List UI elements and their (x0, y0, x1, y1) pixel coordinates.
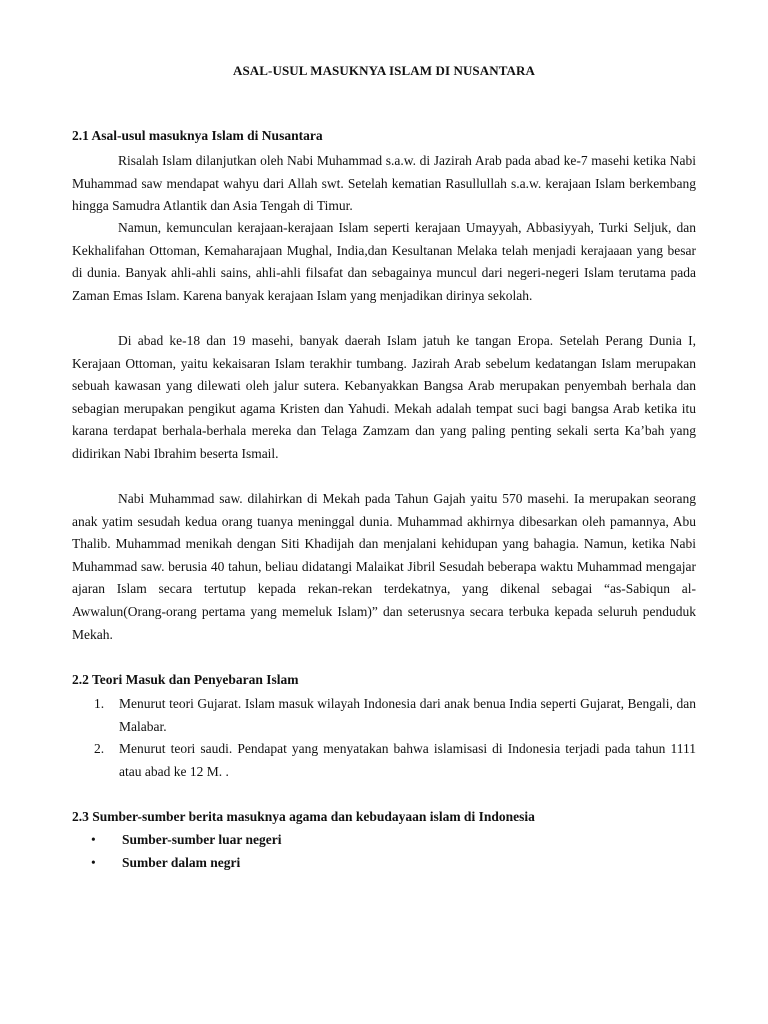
document-page (72, 0, 696, 1024)
list-item (72, 852, 696, 875)
paragraph-4: Nabi Muhammad saw. dilahirkan di Mekah pada Tahun Gajah yaitu 570 masehi. Ia merupakan seorang anak yatim sesudah kedua orang tuanya meninggal dunia. Muhammad akhirnya dibesarkan oleh pamannya, Abu Thalib. Muhammad menikah dengan Siti Khadijah dan menjalani kehidupan yang bahagia. Namun, ketika Nabi Muhammad saw. berusia 40 tahun, beliau didatangi Malaikat Jibril Sesudah beberapa waktu Muhammad mengajar ajaran Islam secara tertutup kepada rekan-rekan terdekatnya, yang dikenal sebagai “as-Sabiqun al-Awwalun(Orang-orang pertama yang memeluk Islam)” dan seterusnya secara terbuka kepada seluruh penduduk Mekah. (72, 491, 696, 642)
paragraph-3: Di abad ke-18 dan 19 masehi, banyak daerah Islam jatuh ke tangan Eropa. Setelah Perang Dunia I, Kerajaan Ottoman, yaitu kekaisaran Islam terakhir tumbang. Jazirah Arab sebelum kedatangan Islam merupakan sebuah kawasan yang dilewati oleh jalur sutera. Kebanyakkan Bangsa Arab merupakan penyembah berhala dan sebagian merupakan pengikut agama Kristen dan Yahudi. Mekah adalah tempat suci bagi bangsa Arab ketika itu karana terdapat berhala-berhala mereka dan Telaga Zamzam dan yang paling penting sekali serta Ka’bah yang didirikan Nabi Ibrahim beserta Ismail. (72, 333, 696, 461)
bullet-list (72, 829, 696, 874)
paragraph-1: Risalah Islam dilanjutkan oleh Nabi Muhammad s.a.w. di Jazirah Arab pada abad ke-7 masehi ketika Nabi Muhammad saw mendapat wahyu dari Allah swt. Setelah kematian Rasullullah s.a.w. kerajaan Islam berkembang hingga Samudra Atlantik dan Asia Tengah di Timur. (72, 153, 696, 214)
bullet-text: Sumber dalam negri (122, 854, 241, 870)
bullet-icon: • (91, 854, 96, 870)
list-item-text: Menurut teori saudi. Pendapat yang menyatakan bahwa islamisasi di Indonesia terjadi pada tahun 1111 atau abad ke 12 M. . (119, 741, 696, 779)
paragraph-2: Namun, kemunculan kerajaan-kerajaan Islam seperti kerajaan Umayyah, Abbasiyyah, Turki Seljuk, dan Kekhalifahan Ottoman, Kemaharajaan Mughal, India,dan Kesultanan Melaka telah menjadi kerajaaan yang besar di dunia. Banyak ahli-ahli sains, ahli-ahli filsafat dan sebagainya muncul dari negeri-negeri Islam terutama pada Zaman Emas Islam. Karena banyak kerajaan Islam yang menjadikan dirinya sekolah. (72, 220, 696, 303)
list-number: 2. (94, 741, 105, 757)
section-heading-2-2: 2.2 Teori Masuk dan Penyebaran Islam (72, 672, 299, 687)
document-title: ASAL-USUL MASUKNYA ISLAM DI NUSANTARA (232, 63, 536, 78)
list-item (72, 738, 696, 783)
section-heading-2-3: 2.3 Sumber-sumber berita masuknya agama dan kebudayaan islam di Indonesia (72, 809, 535, 824)
list-item (72, 693, 696, 738)
bullet-icon: • (91, 832, 96, 847)
bullet-text: Sumber-sumber luar negeri (122, 832, 282, 847)
section-heading-2-1: 2.1 Asal-usul masuknya Islam di Nusantara (72, 128, 323, 143)
list-number: 1. (94, 696, 105, 711)
list-item-text: Menurut teori Gujarat. Islam masuk wilayah Indonesia dari anak benua India seperti Gujarat, Bengali, dan Malabar. (119, 696, 696, 734)
numbered-list (72, 693, 696, 783)
list-item (72, 829, 696, 852)
